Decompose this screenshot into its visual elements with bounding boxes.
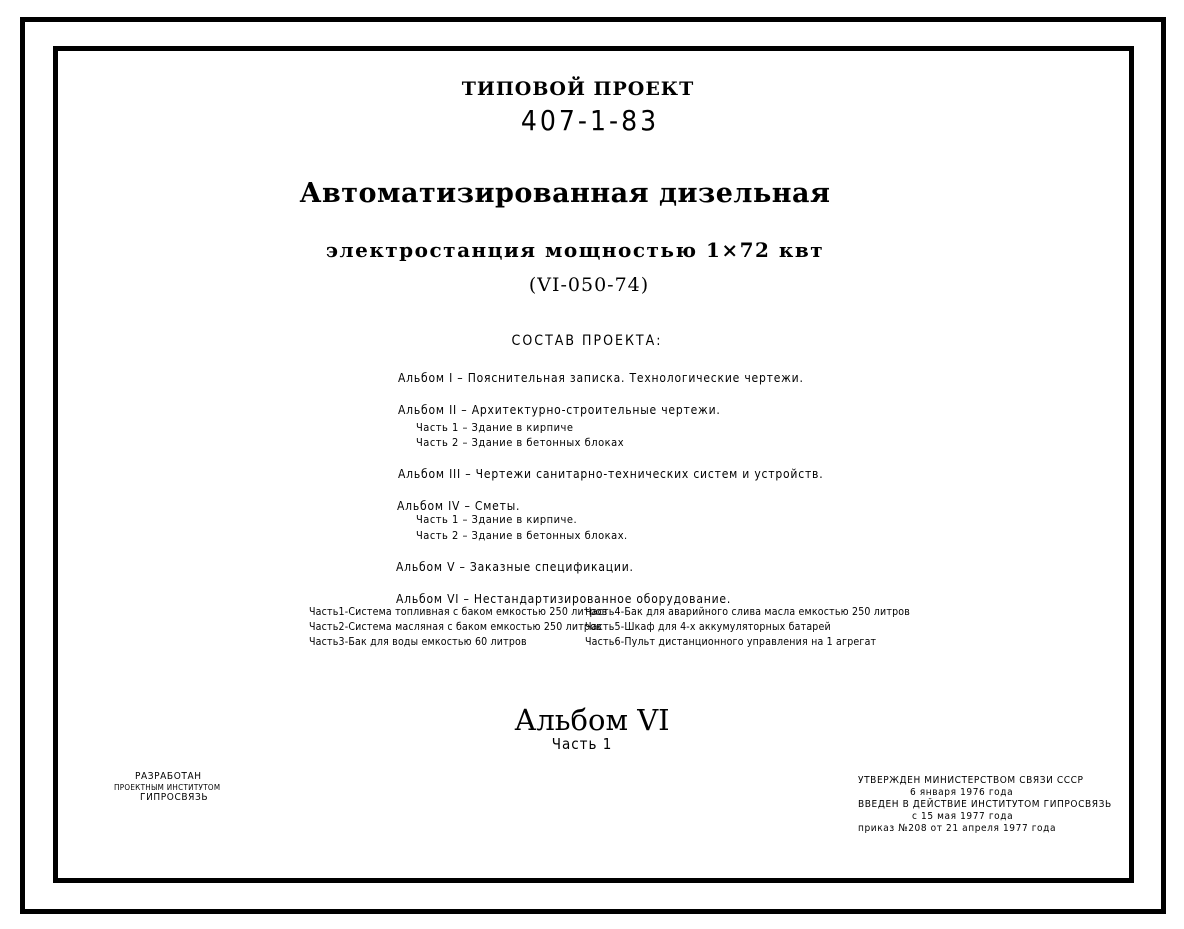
album-6-part-4: Часть4-Бак для аварийного слива масла емкостью 250 литров: [585, 606, 911, 618]
approval-line-5: приказ №208 от 21 апреля 1977 года: [858, 823, 1057, 834]
contents-heading: СОСТАВ ПРОЕКТА:: [511, 333, 663, 349]
album-6-part-1: Часть1-Система топливная с баком емкостью 250 литров: [309, 606, 608, 618]
developer-line-3: ГИПРОСВЯЗЬ: [140, 792, 209, 803]
title-code: (VI-050-74): [528, 274, 650, 296]
project-type: ТИПОВОЙ ПРОЕКТ: [461, 78, 695, 100]
project-number: 407-1-83: [520, 104, 660, 137]
album-6-part-2: Часть2-Система масляная с баком емкостью 250 литров: [309, 621, 602, 633]
title-line-1: Автоматизированная дизельная: [299, 178, 831, 209]
developer-line-2: ПРОЕКТНЫМ ИНСТИТУТОМ: [114, 783, 221, 792]
album-4: Альбом IV – Сметы.: [397, 499, 521, 513]
album-1: Альбом I – Пояснительная записка. Технологические чертежи.: [398, 371, 804, 385]
inner-frame: [53, 46, 1134, 883]
approval-line-4: с 15 мая 1977 года: [912, 811, 1014, 822]
approval-line-3: ВВЕДЕН В ДЕЙСТВИЕ ИНСТИТУТОМ ГИПРОСВЯЗЬ: [858, 799, 1112, 810]
album-2-part-1: Часть 1 – Здание в кирпиче: [416, 421, 574, 434]
approval-line-2: 6 января 1976 года: [910, 787, 1014, 798]
current-album: Альбом VI: [514, 703, 670, 737]
album-2-part-2: Часть 2 – Здание в бетонных блоках: [416, 436, 625, 449]
developer-line-1: РАЗРАБОТАН: [135, 771, 202, 782]
current-part: Часть 1: [551, 735, 613, 753]
album-6-part-5: Часть5-Шкаф для 4-х аккумуляторных батарей: [585, 621, 831, 633]
album-4-part-1: Часть 1 – Здание в кирпиче.: [416, 513, 578, 526]
album-5: Альбом V – Заказные спецификации.: [396, 560, 634, 574]
album-6-part-3: Часть3-Бак для воды емкостью 60 литров: [309, 636, 527, 648]
album-3: Альбом III – Чертежи санитарно-технических систем и устройств.: [398, 467, 824, 481]
album-4-part-2: Часть 2 – Здание в бетонных блоках.: [416, 529, 628, 542]
title-line-2: электростанция мощностью 1×72 квт: [325, 238, 825, 262]
approval-line-1: УТВЕРЖДЕН МИНИСТЕРСТВОМ СВЯЗИ СССР: [858, 775, 1084, 786]
album-2: Альбом II – Архитектурно-строительные чертежи.: [398, 403, 721, 417]
album-6-part-6: Часть6-Пульт дистанционного управления на 1 агрегат: [585, 636, 877, 648]
album-6: Альбом VI – Нестандартизированное оборудование.: [396, 592, 732, 606]
